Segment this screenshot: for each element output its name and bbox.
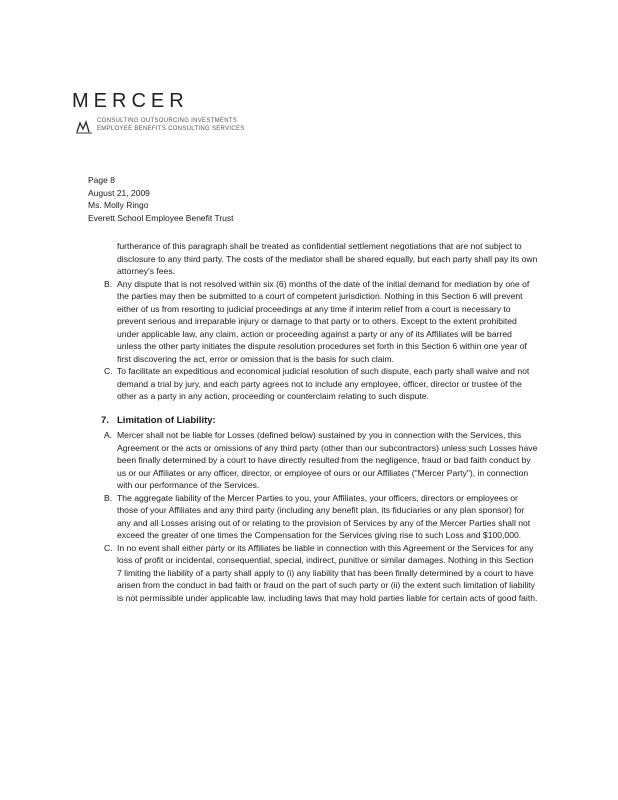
page-number: Page 8 bbox=[88, 175, 115, 185]
section-number: 7. bbox=[101, 414, 109, 426]
item-text: The aggregate liability of the Mercer Parties to you, your Affiliates, your officers, directors or employees or those of your Affiliates and any third party (including any benefit plan, its fiduciaries or any plan sponsor) for any and all Losses arising out of or relating to the provision of Services by any of the Mercer Parties shall not exceed the greater of one times the Compensation for the Services giving rise to such Loss and $100,000. bbox=[117, 492, 531, 540]
letter-body bbox=[88, 240, 538, 604]
company-logo: MERCER bbox=[72, 90, 189, 112]
section6-item-b bbox=[88, 278, 538, 366]
item-marker: C. bbox=[104, 542, 113, 553]
item-text: In no event shall either party or its Affiliates be liable in connection with this Agreement or the Services for any loss of profit or incidental, consequential, special, indirect, punitive or similar damages. Nothing in this Section 7 limiting the liability of a party shall apply to (i) any liability that has been finally determined by a court to have arisen from the conduct in bad faith or fraud on the part of such party or (ii) the extent such limitation of liability is not permissible under applicable law, including laws that may hold parties liable for certain acts of good faith. bbox=[117, 542, 538, 603]
recipient-name: Ms. Molly Ringo bbox=[88, 200, 149, 210]
section7-item-a bbox=[88, 429, 538, 492]
item-marker: B. bbox=[104, 492, 113, 503]
recipient-organization: Everett School Employee Benefit Trust bbox=[88, 212, 234, 223]
continued-paragraph: furtherance of this paragraph shall be treated as confidential settlement negotiations that are not subject to disclosure to any third party. The costs of the mediator shall be shared equally, but each party shall pay its own attorney's fees. bbox=[117, 241, 538, 276]
item-text: To facilitate an expeditious and economical judicial resolution of such dispute, each party shall waive and not demand a trial by jury, and each party agrees not to include any employee, officer, director or trustee of the other as a party in any action, proceeding or counterclaim relating to such dispute. bbox=[117, 366, 530, 401]
item-marker: A. bbox=[104, 430, 113, 440]
letter-header bbox=[88, 174, 234, 224]
tagline-line-2: EMPLOYEE BENEFITS CONSULTING SERVICES bbox=[97, 126, 245, 132]
tagline-line-1: CONSULTING OUTSOURCING INVESTMENTS bbox=[97, 118, 238, 124]
company-logo-mark bbox=[76, 120, 92, 134]
item-text: Any dispute that is not resolved within six (6) months of the date of the initial demand for mediation by one of the parties may then be submitted to a court of competent jurisdiction. Nothing in this Section 6 will prevent either of us from resorting to judicial proceedings at any time if interim relief from a court is necessary to prevent serious and irreparable injury or damage to that party or to others. Except to the extent prohibited under applicable law, any claim, action or proceeding against a party or any of its Affiliates will be barred unless the other party initiates the dispute resolution procedures set forth in this Section 6 within one year of first discovering the act, error or omission that is the basis for such claim. bbox=[117, 278, 530, 364]
section7-item-b bbox=[88, 492, 538, 542]
section6-item-c bbox=[88, 365, 538, 403]
section7-item-c bbox=[88, 542, 538, 605]
item-text: Mercer shall not be liable for Losses (defined below) sustained by you in connection with the Services, this Agreement or the acts or omissions of any third party (other than our subcontractors) unless such Losses have been finally determined by a court to have directly resulted from the negligence, fraud or bad faith conduct by us or our Affiliates or any officer, director, or employee of ours or our Affiliates ("Mercer Party"), in connection with our performance of the Services. bbox=[117, 430, 538, 490]
letterhead-tagline bbox=[97, 117, 245, 133]
item-marker: B. bbox=[104, 278, 113, 289]
item-marker: C. bbox=[104, 366, 113, 376]
letter-date: August 21, 2009 bbox=[88, 187, 150, 198]
section-title: Limitation of Liability: bbox=[117, 414, 216, 426]
section-heading bbox=[88, 415, 538, 428]
